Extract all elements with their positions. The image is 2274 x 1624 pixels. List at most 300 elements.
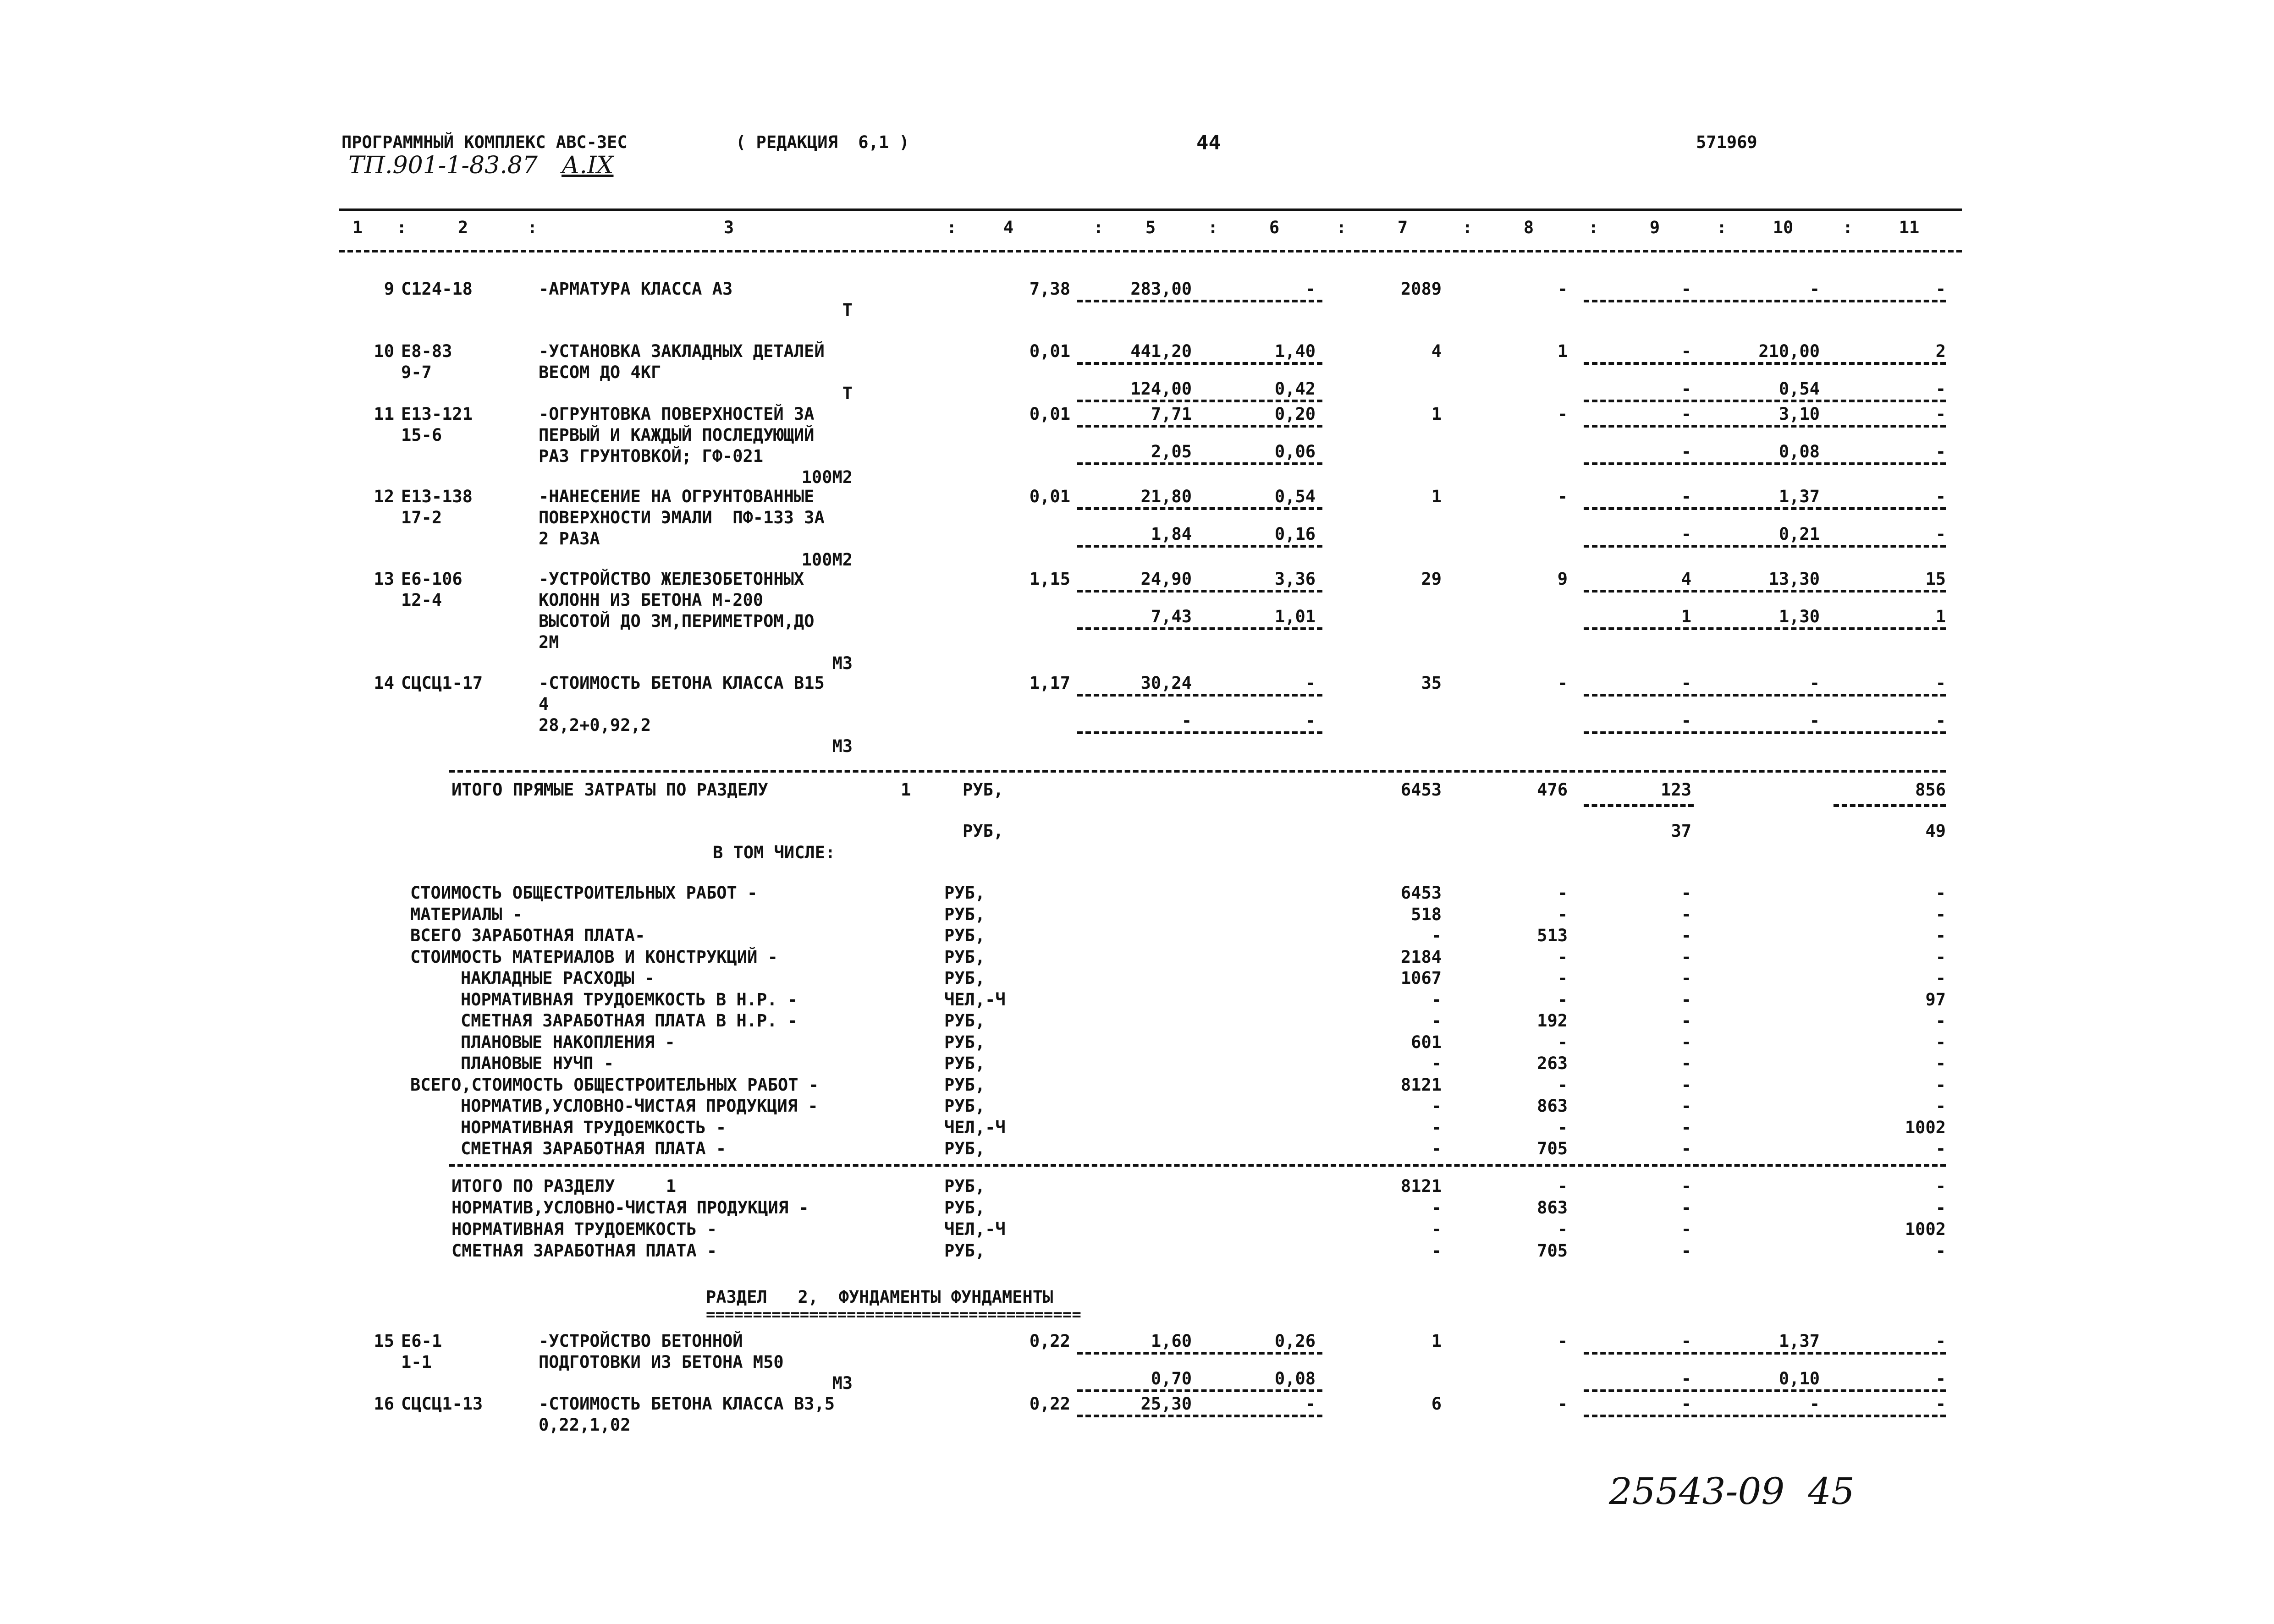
row-name-line: 2М [539,632,559,652]
row-number: 14 [374,673,394,693]
breakdown-unit: РУБ, [944,1053,986,1073]
row-value-c10: 3,10 [1778,404,1820,424]
row-quantity: 0,01 [1029,341,1070,361]
row-quantity: 1,17 [1029,673,1070,693]
row-code: Е13-121 [401,404,473,424]
total-direct-section: 1 [901,780,911,800]
cell-rule [1077,731,1322,734]
row-code: Е8-83 [401,341,452,361]
breakdown-c7: - [1431,1096,1442,1116]
breakdown-unit: РУБ, [944,947,986,967]
row-value-c6: - [1305,279,1316,299]
row-name-line: РАЗ ГРУНТОВКОЙ; ГФ-021 [539,446,764,466]
breakdown-unit: РУБ, [944,883,986,903]
section-total-c7: - [1431,1241,1442,1261]
row-value-c11: - [1935,1394,1946,1414]
row-subvalue-c10b: 1,30 [1778,607,1820,626]
column-separator: : [947,218,957,237]
cell-rule [1584,545,1946,548]
row-subvalue-c10b: 0,21 [1778,524,1820,544]
total-direct-c7: 6453 [1400,780,1442,800]
column-separator: : [527,218,538,237]
cell-rule [1584,425,1946,428]
breakdown-c8: - [1557,989,1568,1010]
cell-rule [1077,400,1322,402]
section-total-c7: - [1431,1219,1442,1239]
row-name-line: 0,22,1,02 [539,1415,631,1435]
breakdown-c7: - [1431,989,1442,1010]
breakdown-label: ВСЕГО ЗАРАБОТНАЯ ПЛАТА- [410,926,645,945]
breakdown-unit: ЧЕЛ,-Ч [944,989,1006,1010]
row-subvalue-c11b: - [1935,524,1946,544]
row-subvalue-c5b: 7,43 [1151,607,1192,626]
row-subvalue-c9b: 1 [1681,607,1691,626]
breakdown-c11: - [1935,1075,1946,1095]
section-total-c8: 705 [1537,1241,1568,1261]
breakdown-c8: 513 [1537,926,1568,945]
row-subvalue-c11b: - [1935,442,1946,461]
total-direct-c9b: 37 [1671,821,1691,841]
breakdown-c8: - [1557,1075,1568,1095]
row-value-c6: - [1305,673,1316,693]
row-subvalue-c9b: - [1681,442,1691,461]
breakdown-label: СМЕТНАЯ ЗАРАБОТНАЯ ПЛАТА - [461,1139,727,1158]
section-total-c9: - [1681,1176,1691,1196]
breakdown-c11: - [1935,904,1946,924]
breakdown-unit: РУБ, [944,968,986,988]
row-value-c9: - [1681,1394,1691,1414]
breakdown-unit: РУБ, [944,904,986,924]
column-separator: : [1093,218,1104,237]
row-subvalue-c5b: - [1181,711,1192,730]
breakdown-c11: 97 [1925,989,1946,1010]
row-value-c7: 4 [1431,341,1442,361]
row-name-line: -АРМАТУРА КЛАССА А3 [539,279,733,299]
section-total-label: НОРМАТИВ,УСЛОВНО-ЧИСТАЯ ПРОДУКЦИЯ - [451,1198,809,1218]
breakdown-label: НОРМАТИВНАЯ ТРУДОЕМКОСТЬ - [461,1117,727,1137]
row-unit: Т [842,300,853,320]
breakdown-c11: - [1935,1011,1946,1031]
cell-rule [1584,694,1946,697]
cell-rule [1584,731,1946,734]
row-value-c5: 7,71 [1151,404,1192,424]
breakdown-c11: - [1935,947,1946,967]
row-value-c6: 3,36 [1274,569,1316,589]
breakdown-c9: - [1681,968,1691,988]
row-unit: М3 [832,1373,853,1393]
row-subvalue-c11b: - [1935,1369,1946,1388]
column-number: 8 [1523,218,1534,237]
breakdown-c8: 705 [1537,1139,1568,1158]
row-value-c10: - [1809,673,1820,693]
column-number: 9 [1649,218,1660,237]
row-name-line: -УСТАНОВКА ЗАКЛАДНЫХ ДЕТАЛЕЙ [539,341,825,361]
section-total-c11: - [1935,1176,1946,1196]
row-value-c6: 0,26 [1274,1331,1316,1351]
cell-rule [1077,425,1322,428]
row-subvalue-c9b: - [1681,524,1691,544]
row-quantity: 7,38 [1029,279,1070,299]
row-value-c8: 1 [1557,341,1568,361]
breakdown-label: СМЕТНАЯ ЗАРАБОТНАЯ ПЛАТА В Н.Р. - [461,1011,798,1031]
row-subvalue-c10b: 0,10 [1778,1369,1820,1388]
row-name-line: ПОДГОТОВКИ ИЗ БЕТОНА М50 [539,1352,784,1372]
row-code-sub: 9-7 [401,362,432,382]
row-quantity: 0,01 [1029,487,1070,506]
row-code: СЦСЦ1-17 [401,673,483,693]
row-value-c8: - [1557,487,1568,506]
breakdown-c7: - [1431,1117,1442,1137]
cell-rule [1584,300,1946,302]
cell-rule [1584,1415,1946,1417]
row-name-line: ПЕРВЫЙ И КАЖДЫЙ ПОСЛЕДУЮЩИЙ [539,425,815,445]
breakdown-c7: 8121 [1400,1075,1442,1095]
row-value-c11: 15 [1925,569,1946,589]
row-code: Е6-1 [401,1331,442,1351]
row-value-c10: - [1809,1394,1820,1414]
row-number: 10 [374,341,394,361]
column-separator: : [1462,218,1473,237]
row-value-c6: - [1305,1394,1316,1414]
breakdown-c11: - [1935,926,1946,945]
row-value-c6: 1,40 [1274,341,1316,361]
section-total-c9: - [1681,1241,1691,1261]
column-number: 4 [1003,218,1014,237]
row-name-line: -НАНЕСЕНИЕ НА ОГРУНТОВАННЫЕ [539,487,815,506]
row-value-c7: 29 [1421,569,1442,589]
row-value-c6: 0,20 [1274,404,1316,424]
row-quantity: 0,01 [1029,404,1070,424]
breakdown-label: НОРМАТИВ,УСЛОВНО-ЧИСТАЯ ПРОДУКЦИЯ - [461,1096,818,1116]
cell-rule [1584,400,1946,402]
row-subvalue-c9b: - [1681,711,1691,730]
row-value-c9: - [1681,673,1691,693]
row-code: СЦСЦ1-13 [401,1394,483,1414]
totals-top-rule [449,770,1946,773]
breakdown-unit: ЧЕЛ,-Ч [944,1117,1006,1137]
row-value-c7: 1 [1431,1331,1442,1351]
row-subvalue-c6b: 0,08 [1274,1369,1316,1388]
edition-label: ( РЕДАКЦИЯ 6,1 ) [736,132,909,152]
cell-rule [1077,1415,1322,1417]
table-top-rule [339,208,1962,211]
breakdown-unit: РУБ, [944,1011,986,1031]
cell-rule [1077,545,1322,548]
row-value-c11: - [1935,404,1946,424]
total-direct-c11b: 49 [1925,821,1946,841]
row-value-c9: - [1681,1331,1691,1351]
breakdown-unit: РУБ, [944,926,986,945]
row-subvalue-c5b: 0,70 [1151,1369,1192,1388]
row-value-c8: - [1557,1331,1568,1351]
breakdown-c11: - [1935,968,1946,988]
row-name-line: -СТОИМОСТЬ БЕТОНА КЛАССА В15 [539,673,825,693]
column-number: 1 [352,218,363,237]
cell-rule [1584,362,1946,365]
row-value-c11: - [1935,279,1946,299]
row-value-c9: 4 [1681,569,1691,589]
section-total-label: НОРМАТИВНАЯ ТРУДОЕМКОСТЬ - [451,1219,717,1239]
breakdown-unit: РУБ, [944,1032,986,1052]
row-subvalue-c6b: 1,01 [1274,607,1316,626]
breakdown-c7: 1067 [1400,968,1442,988]
breakdown-label: МАТЕРИАЛЫ - [410,904,523,924]
row-name-line: 4 [539,694,549,714]
row-value-c9: - [1681,341,1691,361]
column-number: 2 [457,218,468,237]
row-subvalue-c10b: - [1809,711,1820,730]
cell-rule [1584,462,1946,465]
cell-rule [1077,1389,1322,1392]
breakdown-label: ПЛАНОВЫЕ НАКОПЛЕНИЯ - [461,1032,675,1052]
breakdown-c7: - [1431,1011,1442,1031]
cell-rule [1077,462,1322,465]
row-value-c10: 1,37 [1778,1331,1820,1351]
cell-rule [1584,507,1946,510]
row-value-c5: 1,60 [1151,1331,1192,1351]
including-label: В ТОМ ЧИСЛЕ: [713,843,836,862]
row-value-c10: 13,30 [1768,569,1820,589]
row-value-c11: - [1935,673,1946,693]
document-code: 571969 [1696,132,1757,152]
row-quantity: 1,15 [1029,569,1070,589]
breakdown-unit: РУБ, [944,1075,986,1095]
cell-rule [1077,590,1322,593]
section-total-unit: ЧЕЛ,-Ч [944,1219,1006,1239]
section-total-c8: - [1557,1176,1568,1196]
row-value-c5: 441,20 [1130,341,1192,361]
row-value-c11: - [1935,487,1946,506]
breakdown-c11: - [1935,1053,1946,1073]
total-direct-c8: 476 [1537,780,1568,800]
row-value-c10: - [1809,279,1820,299]
row-number: 9 [384,279,394,299]
breakdown-c7: 601 [1411,1032,1442,1052]
row-value-c10: 1,37 [1778,487,1820,506]
row-subvalue-c6b: - [1305,711,1316,730]
row-subvalue-c9b: - [1681,1369,1691,1388]
column-number: 7 [1397,218,1408,237]
row-subvalue-c9b: - [1681,379,1691,399]
cell-rule [1077,507,1322,510]
row-subvalue-c6b: 0,06 [1274,442,1316,461]
total-direct-c9: 123 [1661,780,1691,800]
section-total-c8: - [1557,1219,1568,1239]
row-name-line: КОЛОНН ИЗ БЕТОНА М-200 [539,590,764,610]
column-number: 5 [1145,218,1156,237]
row-number: 13 [374,569,394,589]
cell-rule [1834,804,1946,807]
row-name-line: 28,2+0,92,2 [539,715,651,735]
section2-underline: ======================================== [706,1306,1081,1324]
breakdown-c8: 192 [1537,1011,1568,1031]
row-value-c8: - [1557,404,1568,424]
row-number: 11 [374,404,394,424]
cell-rule [1584,590,1946,593]
breakdown-unit: РУБ, [944,1096,986,1116]
breakdown-c9: - [1681,1053,1691,1073]
row-subvalue-c6b: 0,16 [1274,524,1316,544]
breakdown-c11: - [1935,883,1946,903]
row-unit: 100М2 [801,467,853,487]
row-value-c6: 0,54 [1274,487,1316,506]
row-value-c8: - [1557,1394,1568,1414]
row-subvalue-c5b: 124,00 [1130,379,1192,399]
breakdown-c8: - [1557,968,1568,988]
breakdown-c11: - [1935,1032,1946,1052]
row-value-c10: 210,00 [1758,341,1820,361]
row-unit: 100М2 [801,550,853,570]
row-value-c5: 283,00 [1130,279,1192,299]
row-subvalue-c6b: 0,42 [1274,379,1316,399]
cell-rule [1584,1389,1946,1392]
breakdown-c9: - [1681,904,1691,924]
row-name-line: -СТОИМОСТЬ БЕТОНА КЛАССА В3,5 [539,1394,835,1414]
breakdown-label: СТОИМОСТЬ МАТЕРИАЛОВ И КОНСТРУКЦИЙ - [410,947,778,967]
section-total-c9: - [1681,1198,1691,1218]
row-name-line: -УСТРОЙСТВО БЕТОННОЙ [539,1331,743,1351]
cell-rule [1077,300,1322,302]
breakdown-c7: - [1431,1053,1442,1073]
breakdown-c11: 1002 [1905,1117,1946,1137]
project-number: ТП.901-1-83.87 [348,152,538,179]
column-number: 3 [723,218,734,237]
section-total-label: СМЕТНАЯ ЗАРАБОТНАЯ ПЛАТА - [451,1241,717,1261]
cell-rule [1077,694,1322,697]
row-unit: М3 [832,736,853,756]
column-separator: : [1336,218,1347,237]
section-total-c8: 863 [1537,1198,1568,1218]
breakdown-c8: - [1557,904,1568,924]
row-value-c7: 1 [1431,404,1442,424]
row-value-c9: - [1681,487,1691,506]
row-value-c9: - [1681,279,1691,299]
row-value-c7: 2089 [1400,279,1442,299]
row-name-line: ПОВЕРХНОСТИ ЭМАЛИ ПФ-133 ЗА [539,508,825,527]
breakdown-c9: - [1681,1096,1691,1116]
breakdown-c8: - [1557,947,1568,967]
breakdown-label: ВСЕГО,СТОИМОСТЬ ОБЩЕСТРОИТЕЛЬНЫХ РАБОТ - [410,1075,819,1095]
row-subvalue-c10b: 0,08 [1778,442,1820,461]
cell-rule [1077,1352,1322,1355]
row-value-c8: - [1557,279,1568,299]
breakdown-c11: - [1935,1139,1946,1158]
row-code: Е13-138 [401,487,473,506]
row-value-c11: 2 [1935,341,1946,361]
row-name-line: -УСТРОЙСТВО ЖЕЛЕЗОБЕТОННЫХ [539,569,804,589]
row-value-c11: - [1935,1331,1946,1351]
breakdown-label: ПЛАНОВЫЕ НУЧП - [461,1053,614,1073]
column-separator: : [1208,218,1218,237]
breakdown-c9: - [1681,1075,1691,1095]
cell-rule [1584,627,1946,630]
page-number: 44 [1196,131,1221,154]
breakdown-c8: - [1557,883,1568,903]
row-code-sub: 12-4 [401,590,442,610]
row-code-sub: 15-6 [401,425,442,445]
section-total-rule [449,1164,1946,1167]
cell-rule [1584,1352,1946,1355]
row-value-c5: 25,30 [1140,1394,1192,1414]
column-number: 11 [1899,218,1920,237]
row-quantity: 0,22 [1029,1394,1070,1414]
row-value-c8: - [1557,673,1568,693]
cell-rule [1077,627,1322,630]
column-separator: : [1588,218,1599,237]
cell-rule [1077,362,1322,365]
header-bottom-rule [339,250,1962,252]
breakdown-c9: - [1681,1032,1691,1052]
breakdown-c9: - [1681,926,1691,945]
breakdown-c8: - [1557,1032,1568,1052]
breakdown-label: НАКЛАДНЫЕ РАСХОДЫ - [461,968,655,988]
section-total-c7: - [1431,1198,1442,1218]
breakdown-c9: - [1681,1011,1691,1031]
breakdown-unit: РУБ, [944,1139,986,1158]
row-subvalue-c11b: - [1935,379,1946,399]
row-subvalue-c5b: 2,05 [1151,442,1192,461]
row-code: Е6-106 [401,569,463,589]
breakdown-label: НОРМАТИВНАЯ ТРУДОЕМКОСТЬ В Н.Р. - [461,989,798,1010]
total-direct-c11: 856 [1915,780,1946,800]
row-value-c5: 21,80 [1140,487,1192,506]
row-value-c9: - [1681,404,1691,424]
row-name-line: 2 РАЗА [539,529,600,549]
section-total-unit: РУБ, [944,1241,986,1261]
row-name-line: -ОГРУНТОВКА ПОВЕРХНОСТЕЙ ЗА [539,404,815,424]
breakdown-c7: 6453 [1400,883,1442,903]
breakdown-c7: 518 [1411,904,1442,924]
breakdown-c8: - [1557,1117,1568,1137]
row-unit: Т [842,384,853,403]
row-value-c7: 6 [1431,1394,1442,1414]
row-name-line: ВЕСОМ ДО 4КГ [539,362,661,382]
row-subvalue-c11b: 1 [1935,607,1946,626]
breakdown-c7: - [1431,1139,1442,1158]
row-value-c8: 9 [1557,569,1568,589]
row-code-sub: 17-2 [401,508,442,527]
column-separator: : [396,218,407,237]
breakdown-c8: 863 [1537,1096,1568,1116]
album-number: А.IX [562,152,614,179]
row-code: С124-18 [401,279,473,299]
section-total-c11: - [1935,1198,1946,1218]
total-direct-label: ИТОГО ПРЯМЫЕ ЗАТРАТЫ ПО РАЗДЕЛУ [451,780,768,800]
row-value-c7: 1 [1431,487,1442,506]
total-direct-unit2: РУБ, [963,821,1004,841]
row-value-c5: 30,24 [1140,673,1192,693]
row-code-sub: 1-1 [401,1352,432,1372]
archive-number-note: 25543-09 45 [1609,1470,1855,1513]
row-subvalue-c5b: 1,84 [1151,524,1192,544]
section-total-c9: - [1681,1219,1691,1239]
row-subvalue-c10b: 0,54 [1778,379,1820,399]
row-unit: М3 [832,653,853,673]
row-number: 12 [374,487,394,506]
breakdown-c7: - [1431,926,1442,945]
section2-title: РАЗДЕЛ 2, ФУНДАМЕНТЫ ФУНДАМЕНТЫ [706,1287,1053,1307]
column-separator: : [1717,218,1727,237]
breakdown-c11: - [1935,1096,1946,1116]
column-number: 10 [1773,218,1794,237]
breakdown-c9: - [1681,947,1691,967]
breakdown-c7: 2184 [1400,947,1442,967]
row-number: 16 [374,1394,394,1414]
section-total-c11: 1002 [1905,1219,1946,1239]
section-total-c7: 8121 [1400,1176,1442,1196]
row-value-c7: 35 [1421,673,1442,693]
breakdown-c9: - [1681,1117,1691,1137]
